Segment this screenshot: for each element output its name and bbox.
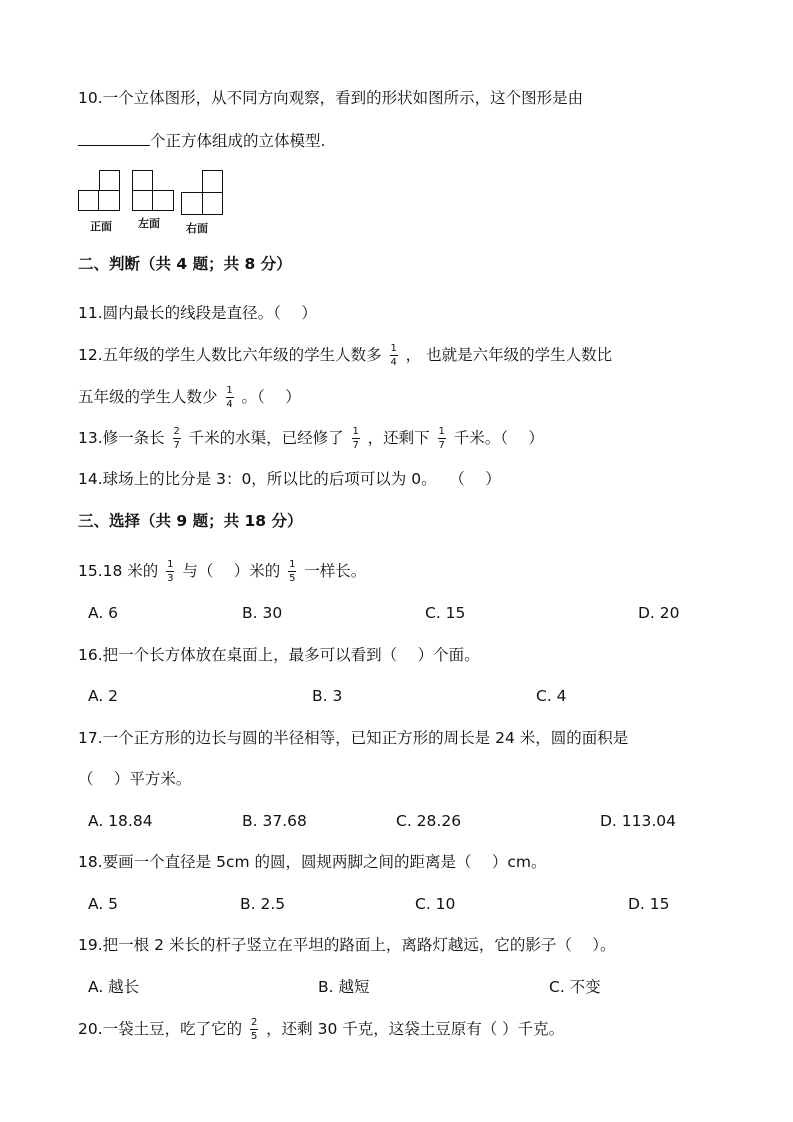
q12-part1: 12.五年级的学生人数比六年级的学生人数多 [78,346,382,364]
q18-option-c[interactable]: C. 10 [415,895,456,913]
q16-option-c[interactable]: C. 4 [536,687,567,705]
q17-line1: 17.一个正方形的边长与圆的半径相等，已知正方形的周长是 24 米，圆的面积是 [78,729,629,747]
answer-blank[interactable] [78,129,150,146]
section3-title: 三、选择（共 9 题；共 18 分） [78,512,303,530]
q15-part3: 一样长。 [304,562,367,580]
q16-option-a[interactable]: A. 2 [88,687,119,705]
q10-line1: 10.一个立体图形，从不同方向观察，看到的形状如图所示，这个图形是由 [78,89,584,107]
q13-fraction-3: $\frac{1}{7}$ [438,426,445,451]
q16-option-b[interactable]: B. 3 [312,687,343,705]
q18-option-a[interactable]: A. 5 [88,895,119,913]
q12-line2 [78,385,301,410]
front-view-figure [78,170,122,214]
q10-line2 [78,129,325,153]
q20-part2: ，还剩 30 千克，这袋土豆原有（ ）千克。 [266,1020,565,1038]
q12-line2-part1: 五年级的学生人数少 [78,388,218,406]
q19-option-b[interactable]: B. 越短 [318,978,370,996]
q15-line [78,559,366,584]
q13-part1: 13.修一条长 [78,429,165,447]
q15-option-d[interactable]: D. 20 [638,604,680,622]
q15-option-a[interactable]: A. 6 [88,604,119,622]
left-view-figure [132,170,176,214]
q13-part2: 千米的水渠，已经修了 [188,429,344,447]
q14-text: 14.球场上的比分是 3：0，所以比的后项可以为 0。 （ ） [78,470,501,488]
q17-option-b[interactable]: B. 37.68 [242,812,307,830]
q17-line2: （ ）平方米。 [78,770,192,788]
q13-line [78,426,544,451]
q13-part4: 千米。（ ） [453,429,544,447]
q13-fraction-1: $\frac{2}{7}$ [173,426,180,451]
q17-option-a[interactable]: A. 18.84 [88,812,153,830]
q19-option-a[interactable]: A. 越长 [88,978,140,996]
q18-text: 18.要画一个直径是 5cm 的圆，圆规两脚之间的距离是（ ）cm。 [78,853,547,871]
q15-option-b[interactable]: B. 30 [242,604,283,622]
q15-option-c[interactable]: C. 15 [425,604,466,622]
q18-option-d[interactable]: D. 15 [628,895,670,913]
q12-part2: ， 也就是六年级的学生人数比 [405,346,613,364]
right-view-figure [181,170,225,218]
q11-text: 11.圆内最长的线段是直径。（ ） [78,304,317,322]
q16-text: 16.把一个长方体放在桌面上，最多可以看到（ ）个面。 [78,646,480,664]
q12-line1 [78,343,612,368]
front-view-label: 正面 [90,220,112,233]
q15-fraction-1: $\frac{1}{3}$ [167,559,174,584]
q18-option-b[interactable]: B. 2.5 [240,895,286,913]
q12-line2-part2: 。（ ） [241,388,301,406]
q13-part3: ，还剩下 [367,429,430,447]
q20-part1: 20.一袋土豆，吃了它的 [78,1020,243,1038]
section2-title: 二、判断（共 4 题；共 8 分） [78,255,292,273]
q12-fraction-2: $\frac{1}{4}$ [226,385,233,410]
q13-fraction-2: $\frac{1}{7}$ [352,426,359,451]
q15-fraction-2: $\frac{1}{5}$ [289,559,296,584]
right-view-label: 右面 [186,222,208,235]
q15-part1: 15.18 米的 [78,562,159,580]
q10-line2-text: 个正方体组成的立体模型. [150,132,326,150]
q17-option-d[interactable]: D. 113.04 [600,812,677,830]
q17-option-c[interactable]: C. 28.26 [396,812,462,830]
q20-fraction-1: $\frac{2}{5}$ [250,1017,258,1042]
left-view-label: 左面 [138,217,160,230]
q19-option-c[interactable]: C. 不变 [549,978,601,996]
q19-text: 19.把一根 2 米长的杆子竖立在平坦的路面上，离路灯越远，它的影子（ ）。 [78,936,616,954]
q15-part2: 与（ ）米的 [182,562,281,580]
q12-fraction-1: $\frac{1}{4}$ [390,343,397,368]
q20-line [78,1017,564,1042]
